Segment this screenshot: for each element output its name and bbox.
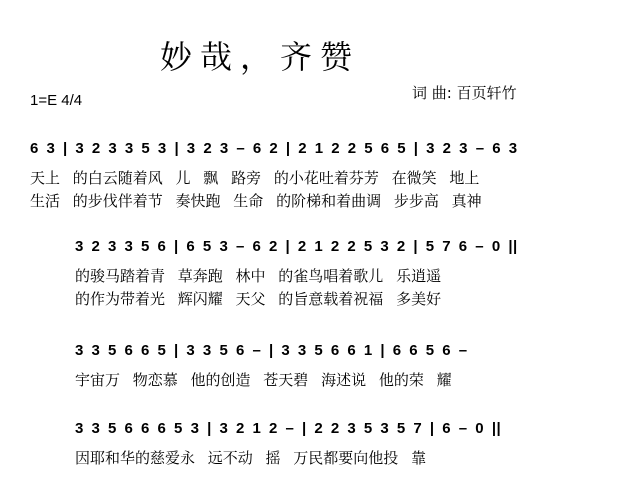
lyrics-verse-1: 因耶和华的慈爱永 远不动 摇 万民都要向他投 靠 <box>75 449 427 467</box>
lyrics-verse-1: 天上 的白云随着风 儿 飘 路旁 的小花吐着芬芳 在微笑 地上 <box>30 169 480 187</box>
notation-line: 3 3 5 6 6 6 5 3 | 3 2 1 2 – | 2 2 3 5 3 5 7 | 6 – 0 || <box>75 420 502 437</box>
lyrics-verse-1: 宇宙万 物恋慕 他的创造 苍天碧 海述说 他的荣 耀 <box>75 371 452 389</box>
key-signature: 1=E 4/4 <box>30 92 83 109</box>
song-title: 妙哉，齐赞 <box>160 38 361 76</box>
lyrics-verse-2: 生活 的步伐伴着节 奏快跑 生命 的阶梯和着曲调 步步高 真神 <box>30 192 482 210</box>
notation-line: 6 3 | 3 2 3 3 5 3 | 3 2 3 – 6 2 | 2 1 2 2 5 6 5 | 3 2 3 – 6 3 <box>30 140 518 157</box>
notation-line: 3 3 5 6 6 5 | 3 3 5 6 – | 3 3 5 6 6 1 | 6 6 5 6 – <box>75 342 468 359</box>
lyrics-verse-2: 的作为带着光 辉闪耀 天父 的旨意载着祝福 多美好 <box>75 290 442 308</box>
credit-line: 词 曲: 百页轩竹 <box>412 84 517 102</box>
lyrics-verse-1: 的骏马踏着青 草奔跑 林中 的雀鸟唱着歌儿 乐逍遥 <box>75 267 442 285</box>
notation-line: 3 2 3 3 5 6 | 6 5 3 – 6 2 | 2 1 2 2 5 3 2 | 5 7 6 – 0 || <box>75 238 518 255</box>
